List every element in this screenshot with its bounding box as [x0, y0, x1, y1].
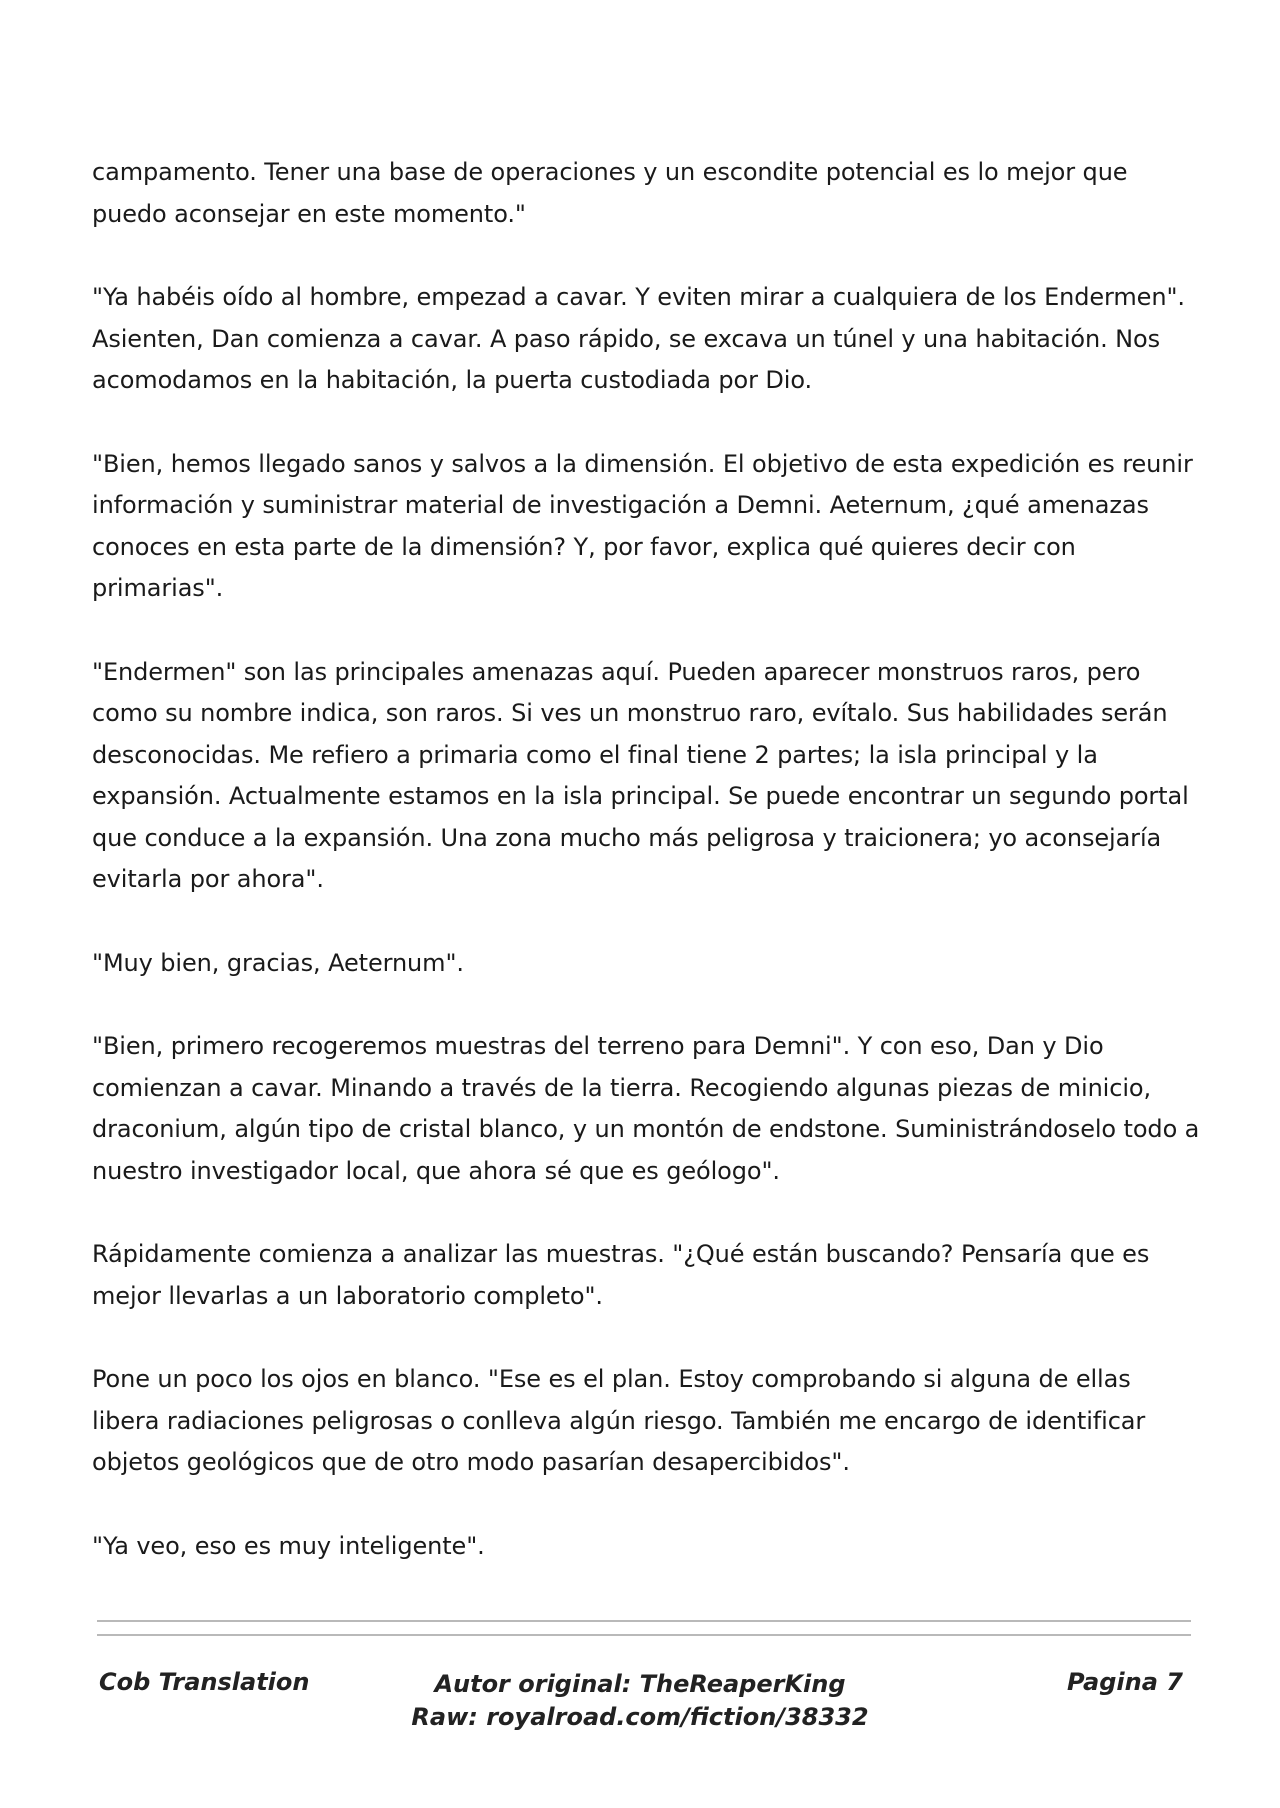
- translator-credit: Cob Translation: [99, 1668, 310, 1696]
- paragraph: "Endermen" son las principales amenazas aquí. Pueden aparecer monstruos raros, pero como su nombre indica, son raros. Si ves un monstruo raro, evítalo. Sus habilidades serán desconocidas. Me refiero a primaria como el final tiene 2 partes; la isla principal y la expansión. Actualmente estamos en la isla principal. Se puede encontrar un segundo portal que conduce a la expansión. Una zona mucho más peligrosa y traicionera; yo aconsejaría evitarla por ahora".: [92, 657, 1189, 893]
- paragraph: "Ya habéis oído al hombre, empezad a cavar. Y eviten mirar a cualquiera de los Endermen". Asienten, Dan comienza a cavar. A paso rápido, se excava un túnel y una habitación. Nos acomodamos en la habitación, la puerta custodiada por Dio.: [92, 283, 1185, 394]
- paragraph: "Muy bien, gracias, Aeternum".: [92, 948, 464, 977]
- paragraph: "Bien, primero recogeremos muestras del terreno para Demni". Y con eso, Dan y Dio comienzan a cavar. Minando a través de la tierra. Recogiendo algunas piezas de minicio, draconium, algún tipo de cristal blanco, y un montón de endstone. Suministrándoselo todo a nuestro investigador local, que ahora sé que es geólogo".: [92, 1032, 1200, 1185]
- raw-source-link: Raw: royalroad.com/fiction/38332: [411, 1703, 869, 1731]
- page-number: Pagina 7: [1067, 1668, 1183, 1696]
- paragraph: "Bien, hemos llegado sanos y salvos a la dimensión. El objetivo de esta expedición es reunir información y suministrar material de investigación a Demni. Aeternum, ¿qué amenazas conoces en esta parte de la dimensión? Y, por favor, explica qué quieres decir con primarias".: [92, 449, 1193, 602]
- page-body: [92, 152, 1202, 1609]
- footer-divider: [97, 1620, 1191, 1622]
- footer-divider: [97, 1634, 1191, 1636]
- source-credit: [380, 1668, 900, 1734]
- paragraph: Rápidamente comienza a analizar las muestras. "¿Qué están buscando? Pensaría que es mejor llevarlas a un laboratorio completo".: [92, 1240, 1150, 1310]
- paragraph: "Ya veo, eso es muy inteligente".: [92, 1531, 485, 1560]
- paragraph: Pone un poco los ojos en blanco. "Ese es el plan. Estoy comprobando si alguna de ellas libera radiaciones peligrosas o conlleva algún riesgo. También me encargo de identificar objetos geológicos que de otro modo pasarían desapercibidos".: [92, 1365, 1146, 1476]
- original-author: Autor original: TheReaperKing: [434, 1670, 846, 1698]
- paragraph: campamento. Tener una base de operaciones y un escondite potencial es lo mejor que puedo aconsejar en este momento.": [92, 158, 1128, 228]
